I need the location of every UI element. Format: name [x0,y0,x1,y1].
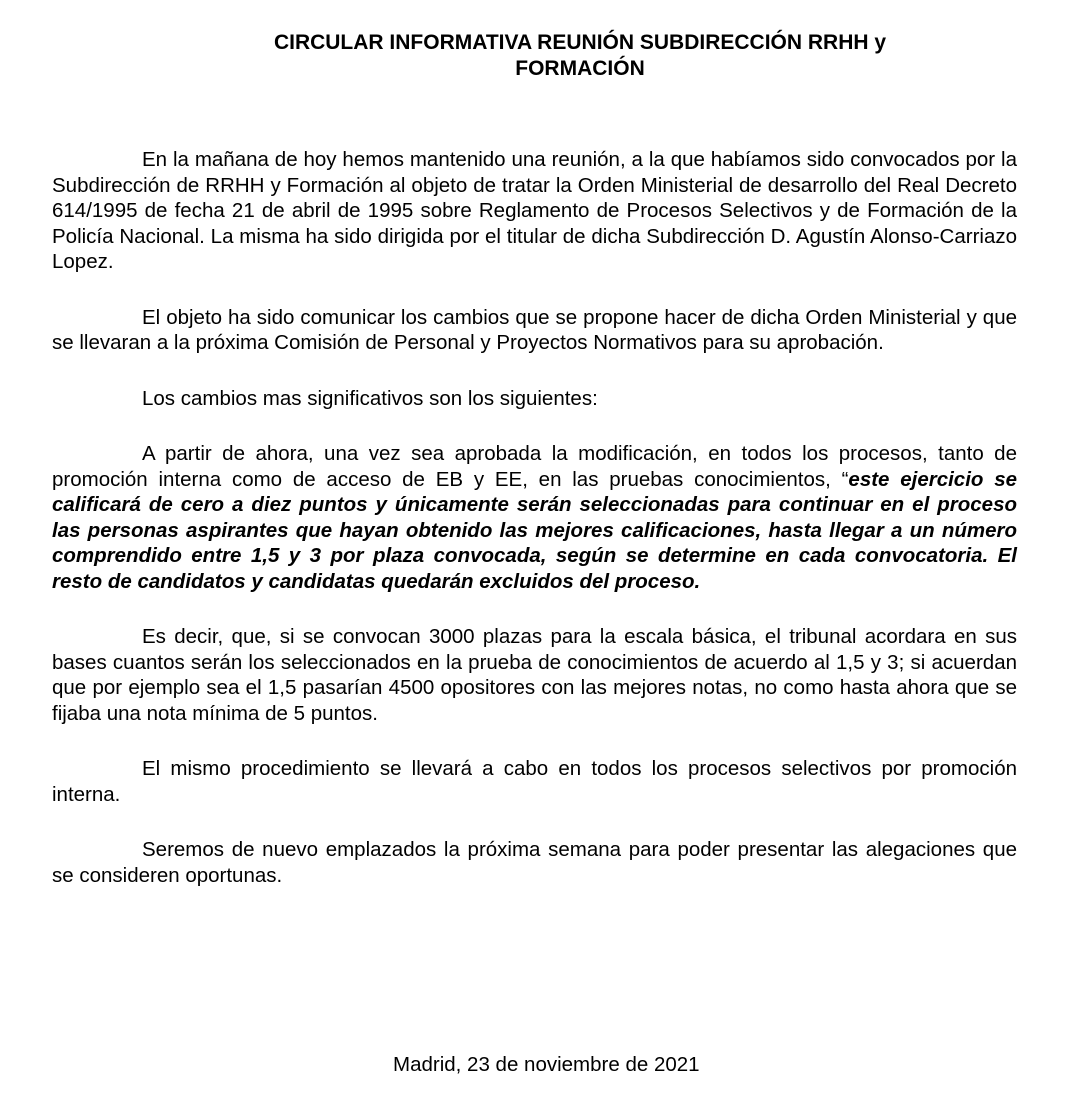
title-line-2: FORMACIÓN [515,57,645,80]
changes-intro-text: A partir de ahora, una vez sea aprobada la modificación, en todos los procesos, tanto de promoción interna como de acceso de EB y EE, en las pruebas conocimientos, “ [52,442,1017,491]
document-title [0,30,1087,82]
title-line-1: CIRCULAR INFORMATIVA REUNIÓN SUBDIRECCIÓN RRHH y [273,31,887,54]
paragraph-next-meeting: Seremos de nuevo emplazados la próxima semana para poder presentar las alegaciones que se consideren oportunas. [52,838,1017,887]
paragraph-changes-detail [52,441,1017,594]
paragraph-objective: El objeto ha sido comunicar los cambios que se propone hacer de dicha Orden Ministerial y que se llevaran a la próxima Comisión de Personal y Proyectos Normativos para su aprobación. [52,305,1017,354]
paragraph-meeting-intro: En la mañana de hoy hemos mantenido una reunión, a la que habíamos sido convocados por la Subdirección de RRHH y Formación al objeto de tratar la Orden Ministerial de desarrollo del Real Decreto 614/1995 de fecha 21 de abril de 1995 sobre Reglamento de Procesos Selectivos y de Formación de la Policía Nacional. La misma ha sido dirigida por el titular de dicha Subdirección D. Agustín Alonso-Carriazo Lopez. [52,148,1017,273]
paragraph-internal-promotion: El mismo procedimiento se llevará a cabo en todos los procesos selectivos por promoción interna. [52,757,1017,806]
signature-place-date: Madrid, 23 de noviembre de 2021 [393,1053,700,1076]
document-body [52,147,1017,918]
paragraph-changes-heading: Los cambios mas significativos son los siguientes: [142,386,598,410]
changes-quoted-text: este ejercicio se calificará de cero a diez puntos y únicamente serán seleccionadas para continuar en el proceso las personas aspirantes que hayan obtenido las mejores calificaciones, hasta llegar a un número comprendido entre 1,5 y 3 por plaza convocada, según se determine en cada convocatoria. El resto de candidatos y candidatas quedarán excluidos del proceso. [52,467,1017,593]
paragraph-example: Es decir, que, si se convocan 3000 plazas para la escala básica, el tribunal acordara en sus bases cuantos serán los seleccionados en la prueba de conocimientos de acuerdo al 1,5 y 3; si acuerdan que por ejemplo sea el 1,5 pasarían 4500 opositores con las mejores notas, no como hasta ahora que se fijaba una nota mínima de 5 puntos. [52,625,1017,725]
